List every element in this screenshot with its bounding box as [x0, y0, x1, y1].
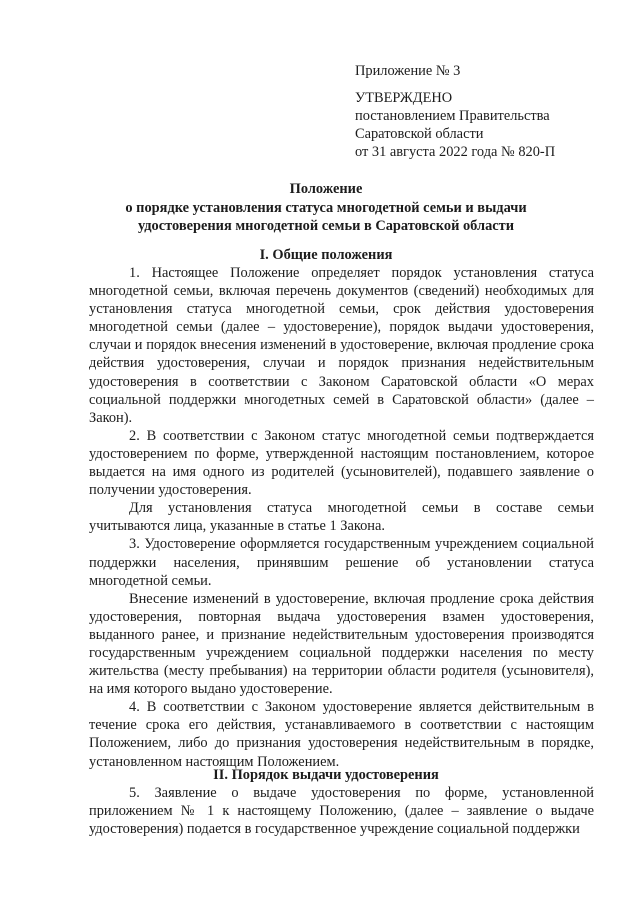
section-heading: I. Общие положения	[259, 247, 393, 263]
paragraph: 4. В соответствии с Законом удостоверение является действительным в течение срока его действия, устанавливаемого в соответствии с настоящим Положением, либо до признания удостоверения недействительным в порядке, установленном настоящим Положением.	[89, 699, 594, 770]
appendix-label: Приложение № 3	[355, 63, 461, 79]
paragraph: 5. Заявление о выдаче удостоверения по форме, установленной приложением № 1 к настоящему Положению, (далее – заявление о выдаче удостоверения) подается в государственное учреждение социальной поддержки	[89, 785, 594, 838]
paragraph: Внесение изменений в удостоверение, включая продление срока действия удостоверения, повторная выдача удостоверения взамен удостоверения, выданного ранее, и признание недействительным удостоверения производятся государственным учреждением социальной поддержки населения по месту жительства (месту пребывания) на территории области родителя (усыновителя), на имя которого выдано удостоверение.	[89, 590, 594, 698]
paragraph: 2. В соответствии с Законом статус многодетной семьи подтверждается удостоверением по форме, утвержденной настоящим постановлением, которое выдается на имя одного из родителей (усыновителей), подавшего заявление о получении удостоверения.	[89, 427, 594, 499]
document-title	[86, 180, 566, 236]
paragraph: 1. Настоящее Положение определяет порядок установления статуса многодетной семьи, включая перечень документов (сведений) необходимых для установления статуса многодетной семьи, срок действия удостоверения многодетной семьи (далее – удостоверение), порядок выдачи удостоверения, случаи и порядок внесения изменений в удостоверение, включая продление срока действия удостоверения, случаи и порядок признания недействительным удостоверения в соответствии с Законом Саратовской области «О мерах социальной поддержки многодетных семей в Саратовской области» (далее – Закон).	[89, 265, 594, 426]
paragraph: Для установления статуса многодетной семьи в составе семьи учитываются лица, указанные в статье 1 Закона.	[89, 500, 594, 535]
section-body	[89, 264, 594, 771]
approved-label: УТВЕРЖДЕНО	[355, 90, 453, 107]
title-line: о порядке установления статуса многодетной семьи и выдачи	[125, 199, 527, 216]
title-line: удостоверения многодетной семьи в Саратовской области	[137, 218, 515, 234]
title-line: Положение	[289, 181, 363, 197]
paragraph: 3. Удостоверение оформляется государственным учреждением социальной поддержки населения, принявшим решение об установлении статуса многодетной семьи.	[89, 536, 594, 589]
approval-line: Саратовской области	[355, 126, 484, 143]
approval-line: от 31 августа 2022 года № 820-П	[355, 144, 556, 161]
spacer	[355, 80, 555, 89]
section-heading: II. Порядок выдачи удостоверения	[213, 767, 439, 783]
section-body	[89, 784, 594, 838]
approval-line: постановлением Правительства	[355, 108, 550, 125]
approval-block	[355, 62, 555, 161]
